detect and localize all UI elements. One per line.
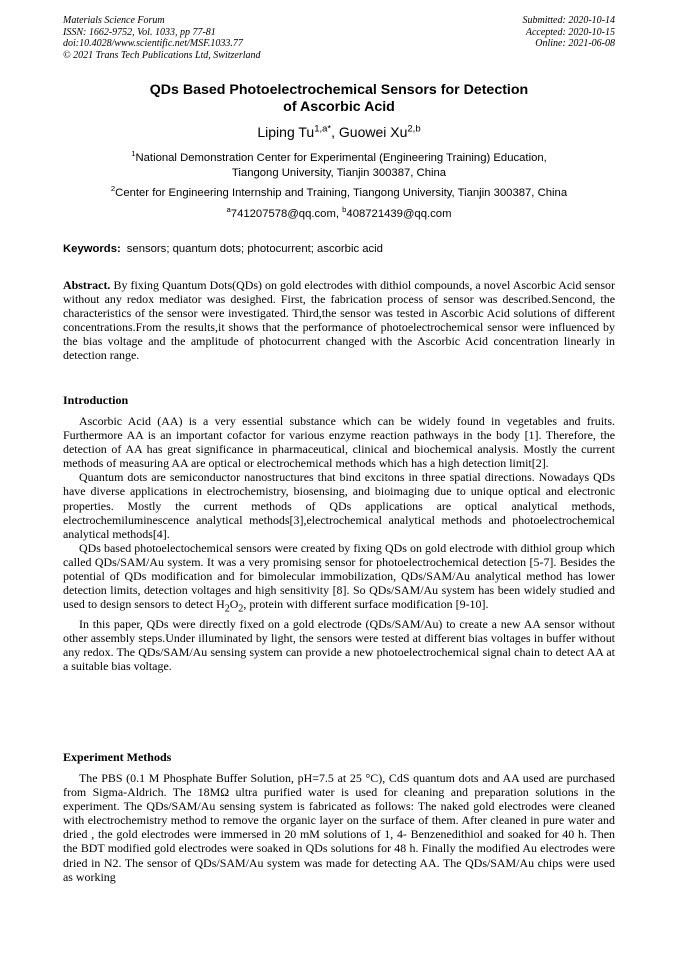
introduction-body: [63, 414, 615, 673]
affiliation-1: [63, 151, 615, 180]
email-a-marker: a: [226, 205, 231, 215]
experiment-body: [63, 771, 615, 884]
author-1-affiliation: 1,a*: [314, 123, 332, 135]
affiliation-1-marker: 1: [131, 149, 136, 159]
title-line-2: of Ascorbic Acid: [283, 99, 395, 115]
email-b-marker: b: [342, 205, 347, 215]
intro-p3-text-mid: O: [229, 597, 239, 612]
affiliation-2-text: Center for Engineering Internship and Training, Tiangong University, Tianjin 300387, China: [115, 187, 568, 199]
affiliation-1-line-1: National Demonstration Center for Experimental (Engineering Training) Education,: [135, 152, 547, 164]
affiliation-2: [63, 186, 615, 201]
accepted-date: Accepted: 2020-10-15: [525, 26, 615, 38]
author-2: Guowei Xu: [338, 124, 408, 140]
experiment-heading: Experiment Methods: [63, 750, 172, 764]
author-emails: [63, 207, 615, 222]
introduction-heading: Introduction: [63, 393, 129, 407]
online-date: Online: 2021-06-08: [535, 38, 615, 49]
intro-p3-sub-2: 2: [238, 603, 244, 615]
title-line-1: QDs Based Photoelectrochemical Sensors for Detection: [149, 82, 529, 98]
experiment-paragraph-1: The PBS (0.1 M Phosphate Buffer Solution, pH=7.5 at 25 °C), CdS quantum dots and AA used are purchased from Sigma-Aldrich. The 18MΩ ultra purified water is used for cleaning and preparation solutions in the experiment. The QDs/SAM/Au sensing system is fabricated as follows: The naked gold electrodes were cleaned with electrochemistry method to remove the organic layer on the surface of them. After cleaned in pure water and dried , the gold electrodes were immersed in 20 mM solutions of 1, 4- Benzenedithiol and soaked for 40 h. Then the BDT modified gold electrodes were soaked in QDs solutions for 48 h. Finally the modified Au electrodes were dried in N2. The sensor of QDs/SAM/Au system was made for detecting AA. The QDs/SAM/Au chips were used as working: [63, 771, 615, 884]
intro-p3-sub-1: 2: [224, 603, 230, 615]
journal-copyright: © 2021 Trans Tech Publications Ltd, Switzerland: [63, 49, 261, 61]
email-a: 741207578@qq.com: [230, 208, 336, 220]
intro-paragraph-3: [63, 541, 615, 617]
intro-paragraph-2: Quantum dots are semiconductor nanostructures that bind excitons in three spatial directions. Nowadays QDs have diverse applications in electrochemistry, biosensing, and bioimaging due to unique optical and electronic properties. Mostly the current methods of QDs applications are optical analytical methods, electrochemiluminescence analytical methods[3],electrochemical analytical methods and photoelectrochemical analytical methods[4].: [63, 470, 615, 541]
keywords-label: Keywords:: [63, 243, 121, 255]
journal-name: Materials Science Forum: [63, 15, 165, 26]
email-separator: ,: [335, 208, 343, 220]
abstract-text: By fixing Quantum Dots(QDs) on gold electrodes with dithiol compounds, a novel Ascorbic Acid sensor without any redox mediator was desighed. First, the fabrication process of sensor was described.Sencond, the characteristics of the sensor were investigated. Third,the sensor was tested in Ascorbic Acid solutions of different concentrations.From the results,it shows that the performance of photoelectrochemical sensor were influenced by the bias voltage and the amplitude of photocurrent changed with the Ascorbic Acid concentration linearly in detection range.: [63, 278, 615, 363]
keywords: [63, 242, 615, 256]
affiliation-1-line-2: Tiangong University, Tianjin 300387, China: [231, 166, 447, 179]
affiliation-2-marker: 2: [110, 184, 116, 194]
submission-dates: [523, 15, 616, 50]
intro-p3-text-a: QDs based photoelectochemical sensors were created by fixing QDs on gold electrode with dithiol group which called QDs/SAM/Au system. It was a very promising sensor for photoelectrochemical detection [5-7]. Besides the potential of QDs modification and for bimolecular immobilization, QDs/SAM/Au analytical method has lower detection limits, detection voltages and high sensitivity [8]. So QDs/SAM/Au system has been widely studied and used to design sensors to detect H: [63, 540, 615, 612]
abstract: [63, 278, 615, 363]
submitted-date: Submitted: 2020-10-14: [522, 15, 615, 26]
intro-paragraph-4: In this paper, QDs were directly fixed on a gold electrode (QDs/SAM/Au) to create a new AA sensor without other assembly steps.Under illuminated by light, the sensors were tested at different bias voltages in buffer without any redox. The QDs/SAM/Au sensing system can provide a new photoelectrochemical signal chain to detect AA at a suitable bias voltage.: [63, 616, 615, 673]
intro-p3-text-b: , protein with different surface modification [9-10].: [243, 597, 489, 612]
abstract-label: Abstract.: [63, 278, 111, 292]
journal-doi: doi:10.4028/www.scientific.net/MSF.1033.77: [63, 38, 243, 49]
journal-info: [63, 15, 261, 61]
intro-paragraph-1: Ascorbic Acid (AA) is a very essential substance which can be widely found in vegetables and fruits. Furthermore AA is an important cofactor for various enzyme reaction pathways in the body [1]. Therefore, the detection of AA has great significance in pharmaceutical, clinical and biochemical analysis. Mostly the current methods of measuring AA are optical or electrochemical methods which has a high detection limit[2].: [63, 414, 615, 471]
paper-title: [63, 82, 615, 116]
author-separator: ,: [331, 124, 339, 140]
journal-issn: ISSN: 1662-9752, Vol. 1033, pp 77-81: [63, 26, 216, 38]
author-1: Liping Tu: [257, 124, 315, 140]
email-b: 408721439@qq.com: [346, 208, 452, 220]
author-list: [63, 124, 615, 141]
keywords-text: sensors; quantum dots; photocurrent; ascorbic acid: [126, 243, 383, 255]
author-2-affiliation: 2,b: [407, 123, 421, 135]
